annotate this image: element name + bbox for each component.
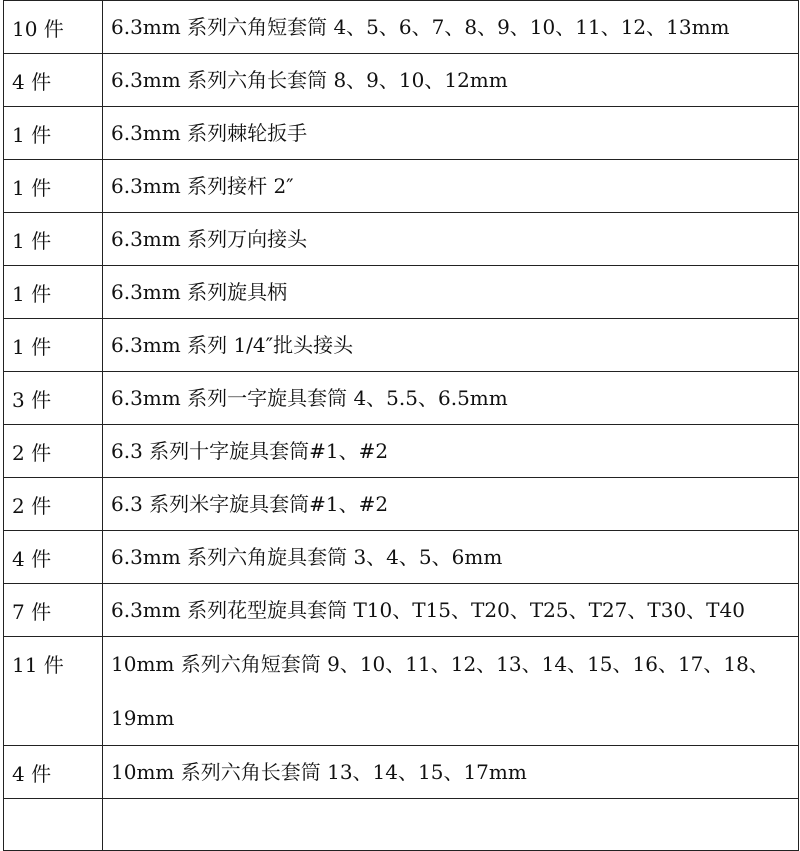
description-cell: 6.3mm 系列接杆 2″ — [103, 160, 799, 213]
quantity-cell: 4 件 — [4, 746, 103, 799]
description-cell: 6.3mm 系列六角短套筒 4、5、6、7、8、9、10、11、12、13mm — [103, 1, 799, 54]
table-row — [4, 213, 799, 266]
table-row — [4, 319, 799, 372]
table-row — [4, 637, 799, 746]
quantity-cell: 7 件 — [4, 584, 103, 637]
description-cell: 6.3mm 系列花型旋具套筒 T10、T15、T20、T25、T27、T30、T40 — [103, 584, 799, 637]
table-row — [4, 478, 799, 531]
quantity-cell: 3 件 — [4, 372, 103, 425]
description-cell: 6.3mm 系列一字旋具套筒 4、5.5、6.5mm — [103, 372, 799, 425]
quantity-cell: 1 件 — [4, 213, 103, 266]
table-row-cut-off — [4, 799, 799, 851]
description-cell: 6.3mm 系列万向接头 — [103, 213, 799, 266]
table-row — [4, 584, 799, 637]
description-cell — [103, 799, 799, 851]
quantity-cell: 4 件 — [4, 531, 103, 584]
table-row — [4, 746, 799, 799]
table-row — [4, 266, 799, 319]
parts-list-table — [3, 0, 799, 851]
table-row — [4, 1, 799, 54]
quantity-cell: 2 件 — [4, 425, 103, 478]
description-cell: 6.3mm 系列旋具柄 — [103, 266, 799, 319]
description-cell: 6.3 系列十字旋具套筒#1、#2 — [103, 425, 799, 478]
description-cell: 10mm 系列六角长套筒 13、14、15、17mm — [103, 746, 799, 799]
table-row — [4, 107, 799, 160]
quantity-cell: 11 件 — [4, 637, 103, 746]
description-cell: 6.3mm 系列 1/4″批头接头 — [103, 319, 799, 372]
table-row — [4, 160, 799, 213]
quantity-cell: 2 件 — [4, 478, 103, 531]
quantity-cell: 1 件 — [4, 160, 103, 213]
table-row — [4, 54, 799, 107]
table-row — [4, 531, 799, 584]
table-row — [4, 372, 799, 425]
description-cell: 6.3mm 系列棘轮扳手 — [103, 107, 799, 160]
description-cell: 10mm 系列六角短套筒 9、10、11、12、13、14、15、16、17、18、19mm — [103, 637, 799, 746]
quantity-cell: 4 件 — [4, 54, 103, 107]
quantity-cell: 10 件 — [4, 1, 103, 54]
table-row — [4, 425, 799, 478]
description-cell: 6.3mm 系列六角旋具套筒 3、4、5、6mm — [103, 531, 799, 584]
description-cell: 6.3mm 系列六角长套筒 8、9、10、12mm — [103, 54, 799, 107]
description-cell: 6.3 系列米字旋具套筒#1、#2 — [103, 478, 799, 531]
quantity-cell: 1 件 — [4, 107, 103, 160]
quantity-cell: 1 件 — [4, 266, 103, 319]
quantity-cell: 1 件 — [4, 319, 103, 372]
quantity-cell — [4, 799, 103, 851]
